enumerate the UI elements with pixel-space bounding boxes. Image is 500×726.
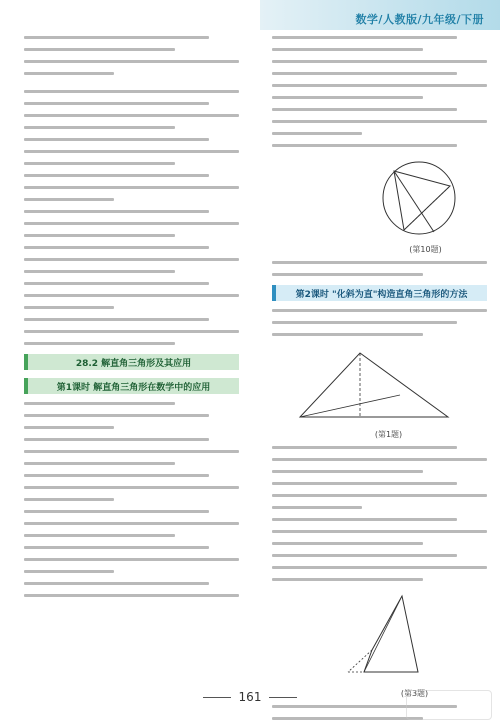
text-line <box>24 342 175 345</box>
section-title: 28.2 解直角三角形及其应用 <box>75 359 192 369</box>
text-line <box>24 114 239 117</box>
text-line <box>24 582 209 585</box>
text-line <box>24 414 209 417</box>
text-line <box>272 578 423 581</box>
text-line <box>272 132 362 135</box>
text-line <box>24 330 239 333</box>
text-line <box>24 174 209 177</box>
text-line <box>24 258 239 261</box>
right-column <box>272 36 487 726</box>
figure-10 <box>364 156 487 255</box>
left-column <box>24 36 239 606</box>
text-line <box>24 186 239 189</box>
text-line <box>24 306 114 309</box>
text-line <box>272 458 487 461</box>
text-line <box>272 494 487 497</box>
text-line <box>24 246 209 249</box>
text-line <box>24 282 209 285</box>
text-line <box>24 426 114 429</box>
lesson-title: 第2课时 "化斜为直"构造直角三角形的方法 <box>295 290 468 300</box>
text-line <box>24 462 175 465</box>
figure-caption: (第10题) <box>409 245 442 254</box>
text-line <box>24 438 209 441</box>
text-line <box>24 72 114 75</box>
figure-3 <box>342 590 487 699</box>
text-line <box>272 273 423 276</box>
text-line <box>24 60 239 63</box>
text-line <box>272 482 457 485</box>
text-line <box>24 318 209 321</box>
text-line <box>272 506 362 509</box>
triangle-diagram <box>290 345 470 427</box>
text-line <box>24 498 114 501</box>
text-line <box>24 522 239 525</box>
text-line <box>24 150 239 153</box>
text-line <box>272 72 457 75</box>
text-line <box>24 594 239 597</box>
text-line <box>272 144 457 147</box>
text-line <box>272 60 487 63</box>
text-line <box>24 294 239 297</box>
lesson-title: 第1课时 解直角三角形在数学中的应用 <box>56 383 211 393</box>
text-line <box>272 554 457 557</box>
text-line <box>24 474 209 477</box>
page-number: 161 <box>0 690 500 704</box>
text-line <box>272 333 423 336</box>
lesson-banner <box>272 285 487 301</box>
text-line <box>24 558 239 561</box>
text-line <box>24 534 175 537</box>
text-line <box>24 570 114 573</box>
text-line <box>272 470 423 473</box>
text-line <box>272 36 457 39</box>
text-line <box>24 198 114 201</box>
text-line <box>24 234 175 237</box>
watermark-stamp <box>406 690 492 720</box>
text-line <box>24 36 209 39</box>
text-line <box>272 84 487 87</box>
text-line <box>24 90 239 93</box>
text-line <box>272 321 457 324</box>
lesson-banner <box>24 378 239 394</box>
text-line <box>24 402 175 405</box>
text-line <box>272 261 487 264</box>
text-line <box>24 546 209 549</box>
text-line <box>272 566 487 569</box>
text-line <box>24 126 175 129</box>
text-line <box>272 446 457 449</box>
running-header: 数学/人教版/九年级/下册 <box>355 13 484 26</box>
header-band <box>260 0 500 30</box>
text-line <box>24 162 175 165</box>
figure-1 <box>290 345 487 440</box>
text-line <box>24 450 239 453</box>
figure-caption: (第3题) <box>400 689 429 698</box>
text-line <box>24 210 209 213</box>
circle-triangle-diagram <box>364 156 474 242</box>
text-line <box>272 48 423 51</box>
figure-caption: (第1题) <box>374 430 403 439</box>
text-line <box>24 138 209 141</box>
text-line <box>272 542 423 545</box>
text-line <box>272 717 423 720</box>
text-line <box>24 510 209 513</box>
text-line <box>272 518 457 521</box>
text-line <box>272 96 423 99</box>
text-line <box>24 270 175 273</box>
quadrilateral-diagram <box>342 590 432 686</box>
text-line <box>272 309 487 312</box>
text-line <box>272 108 457 111</box>
text-line <box>272 530 487 533</box>
text-line <box>24 222 239 225</box>
text-line <box>24 486 239 489</box>
text-line <box>272 120 487 123</box>
text-line <box>24 48 175 51</box>
section-banner <box>24 354 239 370</box>
text-line <box>24 102 209 105</box>
